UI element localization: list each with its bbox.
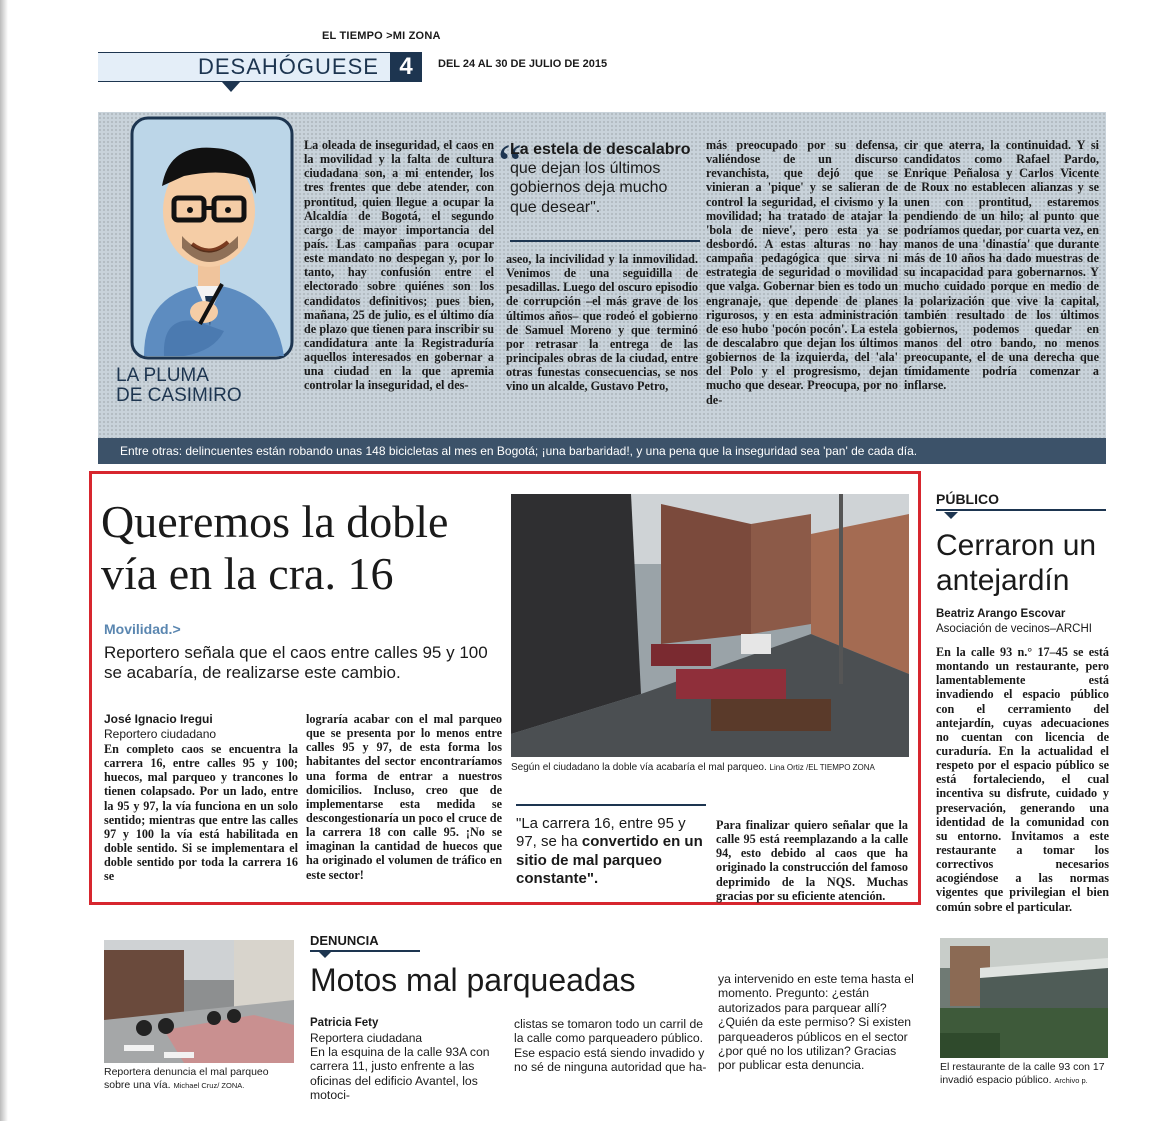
denuncia-role: Reportera ciudadana xyxy=(310,1031,423,1045)
article-byline: José Ignacio Iregui xyxy=(104,712,213,726)
columnist-cartoon-icon xyxy=(104,116,294,366)
quote-mark-icon: “ xyxy=(498,133,522,193)
street-photo-caption xyxy=(511,762,875,773)
quote-rule xyxy=(510,240,700,242)
motos-photo-credit: Michael Cruz/ ZONA. xyxy=(173,1080,245,1090)
article-col-3: Para finalizar quiero señalar que la calle 95 está reemplazando a la calle 94, esto debido al caos que ha originado la construcción del famoso deprimido de la NQS. Muchas gracias por su eficiente atención. xyxy=(716,818,908,903)
article-headline: Queremos la doble vía en la cra. 16 xyxy=(101,496,449,599)
pull-quote-rest: que dejan los últimos gobiernos deja mucho que desear". xyxy=(510,160,668,216)
scan-edge xyxy=(0,0,8,1121)
edition-date: DEL 24 AL 30 DE JULIO DE 2015 xyxy=(438,58,608,70)
restaurant-caption-text: El restaurante de la calle 93 con 17 invadió espacio público. xyxy=(940,1061,1105,1086)
quote-end: ". xyxy=(586,869,599,887)
motos-caption-text: Reportera denuncia el mal parqueo sobre una vía. xyxy=(104,1066,269,1091)
section-arrow-icon xyxy=(222,82,240,92)
pull-quote-bold: La estela de descalabro xyxy=(510,141,691,158)
opinion-col-4: cir que aterra, la continuidad. Y si candidatos como Rafael Pardo, Enrique Peñalosa y Carlos Vicente de Roux no establecen alianzas y se unen con prontitud, estaremos pendiendo de un hilo; al punto que podríamos quedar, por cuarta vez, en manos de una 'dinastía' que durante más de 10 años ha dado muestras de su incapacidad para gobernarnos. Y mucho cuidado porque en medio de la polarización que vive la capital, también resultado de los últimos gobiernos, podemos quedar en manos del otro bando, no menos preocupante, el de una derecha que tímidamente podría comenzar a inflarse. xyxy=(904,138,1099,393)
denuncia-col-3: ya intervenido en este tema hasta el momento. Pregunto: ¿están autorizados para parquear allí? ¿Quién da este permiso? Si existen parqueaderos públicos en el sector ¿por qué no los utilizan? Gracias por publicar esta denuncia. xyxy=(718,972,914,1073)
photo-caption-text: Según el ciudadano la doble vía acabaría el mal parqueo. xyxy=(511,762,767,773)
article-pull-quote xyxy=(516,815,706,888)
motorcycles-photo-caption xyxy=(104,1066,294,1091)
column-title-line1: LA PLUMA xyxy=(116,365,209,386)
restaurant-photo-caption xyxy=(940,1061,1115,1086)
opinion-col-1: La oleada de inseguridad, el caos en la movilidad y la falta de cultura ciudadana son, a mi entender, los tres frentes que debe atender, con prontitud, quien llegue a ocupar la Alcaldía de Bogotá, el segundo cargo de mayor importancia del país. Las campañas para ocupar este mandato no despegan y, por lo tanto, hay confusión entre el electorado sobre quiénes son los candidatos definitivos; pues bien, mañana, 25 de julio, es el último día de plazo que tienen para inscribir su candidatura ante la Registraduría aquellos interesados en gobernar a una ciudad en la que apremia controlar la inseguridad, el des- xyxy=(304,138,494,393)
denuncia-title: Motos mal parqueadas xyxy=(310,962,636,998)
article-role: Reportero ciudadano xyxy=(104,727,217,741)
section-name: DESAHÓGUESE xyxy=(198,54,379,79)
publico-title: Cerraron un antejardín xyxy=(936,529,1097,598)
publico-label: PÚBLICO xyxy=(936,491,1106,511)
column-title-line2: DE CASIMIRO xyxy=(116,384,242,406)
article-col-2: lograría acabar con el mal parqueo que se presenta por lo menos entre calles 95 y 97, de esta forma los habitantes del sector encontraríamos una forma de entrar a nuestros domicilios. Incluso, creo que de implementarse esta medida se descongestionaría un poco el cruce de la carrera 18 con calle 95. ¡No se imaginan la cantidad de huecos que ha originado el volumen de tráfico en este sector! xyxy=(306,712,502,882)
label-arrow-icon xyxy=(318,951,332,958)
denuncia-col-1: En la esquina de la calle 93A con carrera 11, justo enfrente a las oficinas del edificio Avantel, los motoci- xyxy=(310,1045,490,1103)
quote-plain: "La carrera 16, entre 95 y 97, se ha xyxy=(516,815,686,851)
label-arrow-icon xyxy=(944,512,958,519)
paper-tag: EL TIEMPO >MI ZONA xyxy=(322,30,441,42)
opinion-caption-bar: Entre otras: delincuentes están robando unas 148 bicicletas al mes en Bogotá; ¡una barbaridad!, y una pena que la inseguridad sea 'pan' de cada día. xyxy=(98,438,1106,464)
opinion-col-3: más preocupado por su defensa, valiéndose de un discurso revanchista, que dejó que se vinieran a 'pique' y se salieran de control la seguridad, el civismo y la movilidad; ha tratado de atajar la 'bola de nieve', pero esta ya se desbordó. A estas alturas no hay campaña pedagógica que sirva ni estrategia de seguridad o movilidad que valga. Gobernar bien es todo un engranaje, que depende de planes rigurosos, y en esta administración de eso hubo 'pocón pocón'. La estela de descalabro que dejan los últimos gobiernos de la izquierda, del 'ala' del Polo y el progresismo, dejan mucho que desear. Preocupa, por no de- xyxy=(706,138,898,407)
quote-bold: convertido en un sitio de mal parqueo constante xyxy=(516,833,703,887)
publico-role: Asociación de vecinos–ARCHI xyxy=(936,623,1092,635)
motorcycles-photo xyxy=(104,940,294,1063)
column-title xyxy=(116,366,242,406)
opinion-col-2: aseo, la incivilidad y la inmovilidad. Venimos de una seguidilla de pesadillas. Luego del oscuro episodio de corrupción –el más grave de los últimos años– que rodeó el gobierno de Samuel Moreno y que terminó por retrasar la entrega de las principales obras de la ciudad, entre otras funestas consecuencias, se nos vino un alcalde, Gustavo Petro, xyxy=(506,252,698,394)
opinion-pull-quote xyxy=(510,140,698,217)
article-col-1: En completo caos se encuentra la carrera 16, entre calles 95 y 100; huecos, mal parqueo y trancones lo tienen colapsado. Por un lado, entre la 95 y 97, la vía funciona en un solo sentido; mientras que entre las calles 97 y 100 la vía está habilitada en doble sentido. Si se implementara el doble sentido por toda la carrera 16 se xyxy=(104,742,298,884)
quote-rule xyxy=(516,804,706,806)
restaurant-photo-credit: Archivo p. xyxy=(1054,1075,1088,1085)
denuncia-label: DENUNCIA xyxy=(310,933,420,952)
article-deck: Reportero señala que el caos entre calles 95 y 100 se acabaría, de realizarse este cambio. xyxy=(104,643,488,683)
street-photo xyxy=(511,494,909,757)
page-number: 4 xyxy=(390,52,422,82)
denuncia-byline: Patricia Fety xyxy=(310,1017,379,1029)
photo-credit: Lina Ortiz /EL TIEMPO ZONA xyxy=(769,763,875,772)
publico-byline: Beatriz Arango Escovar xyxy=(936,608,1066,620)
publico-body: En la calle 93 n.° 17–45 se está montando un restaurante, pero lamentablemente está invadiendo el espacio público con el cerramiento del antejardín, cuyas adecuaciones no cuentan con licencia de curaduría. En la actualidad el respeto por el espacio público se está fortaleciendo, el cual incentiva su disfrute, cuidado y preservación, generando una identidad de la comunidad con su entorno. Invitamos a este restaurante a tomar los correctivos necesarios acogiéndose a las normas vigentes que privilegian el bien común sobre el particular. xyxy=(936,645,1109,914)
denuncia-col-2: clistas se tomaron todo un carril de la calle como parqueadero público. Ese espacio está siendo invadido y no sé de ninguna autoridad que ha- xyxy=(514,1017,707,1075)
article-kicker: Movilidad.> xyxy=(104,621,181,637)
restaurant-photo xyxy=(940,938,1108,1058)
